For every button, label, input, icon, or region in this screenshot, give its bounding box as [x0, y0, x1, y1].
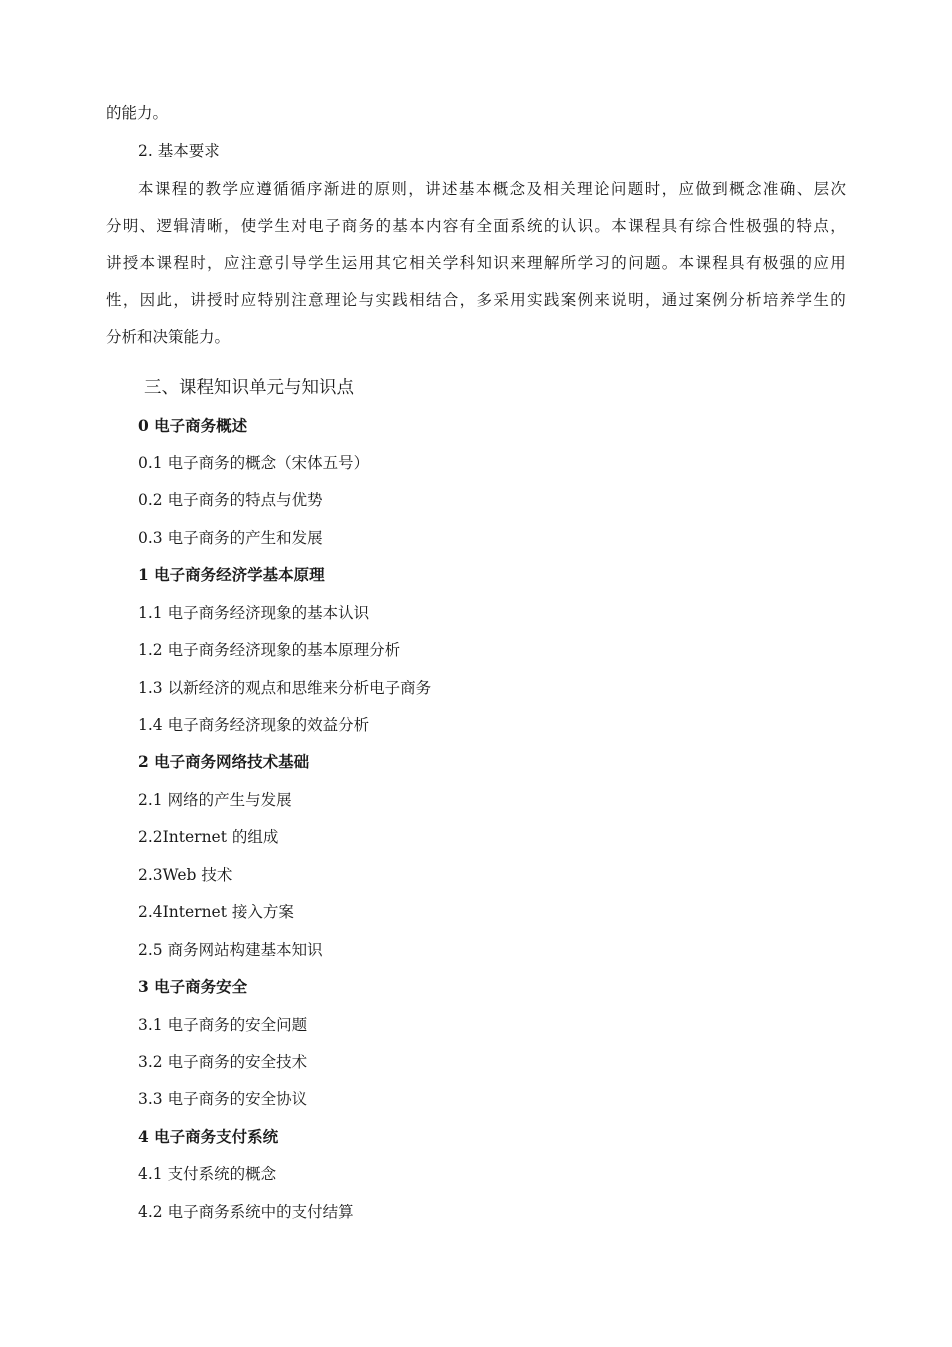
knowledge-item: 1.3 以新经济的观点和思维来分析电子商务: [138, 679, 432, 697]
knowledge-item: 4.2 电子商务系统中的支付结算: [138, 1203, 354, 1221]
knowledge-item: 2.3Web 技术: [138, 866, 233, 884]
knowledge-item: 2.5 商务网站构建基本知识: [138, 941, 323, 959]
requirements-paragraph-line-5: 分析和决策能力。: [106, 328, 231, 346]
knowledge-item: 2.2Internet 的组成: [138, 828, 279, 846]
unit-title: 0 电子商务概述: [138, 416, 248, 435]
knowledge-item: 2.1 网络的产生与发展: [138, 791, 292, 809]
knowledge-item: 1.4 电子商务经济现象的效益分析: [138, 716, 370, 734]
unit-title: 2 电子商务网络技术基础: [138, 752, 310, 771]
knowledge-item: 0.1 电子商务的概念（宋体五号）: [138, 454, 370, 472]
unit-title: 3 电子商务安全: [138, 977, 248, 996]
requirements-paragraph-line-1: 本课程的教学应遵循循序渐进的原则，讲述基本概念及相关理论问题时，应做到概念准确、层次: [138, 180, 846, 198]
knowledge-item: 0.3 电子商务的产生和发展: [138, 529, 323, 547]
knowledge-item: 1.2 电子商务经济现象的基本原理分析: [138, 641, 401, 659]
knowledge-item: 1.1 电子商务经济现象的基本认识: [138, 604, 370, 622]
intro-tail-text: 的能力。: [106, 104, 169, 122]
unit-title: 4 电子商务支付系统: [138, 1127, 279, 1146]
knowledge-item: 3.2 电子商务的安全技术: [138, 1053, 308, 1071]
unit-title: 1 电子商务经济学基本原理: [138, 565, 325, 584]
section-heading: 三、课程知识单元与知识点: [144, 378, 354, 398]
knowledge-item: 0.2 电子商务的特点与优势: [138, 491, 323, 509]
requirements-paragraph-line-4: 性，因此，讲授时应特别注意理论与实践相结合，多采用实践案例来说明，通过案例分析培养学生的: [106, 291, 846, 309]
requirements-paragraph-line-2: 分明、逻辑清晰，使学生对电子商务的基本内容有全面系统的认识。本课程具有综合性极强的特点，: [106, 217, 846, 235]
knowledge-item: 3.3 电子商务的安全协议: [138, 1090, 308, 1108]
requirements-title: 2. 基本要求: [138, 142, 220, 160]
requirements-paragraph-line-3: 讲授本课程时，应注意引导学生运用其它相关学科知识来理解所学习的问题。本课程具有极强的应用: [106, 254, 846, 272]
knowledge-item: 3.1 电子商务的安全问题: [138, 1016, 308, 1034]
knowledge-item: 2.4Internet 接入方案: [138, 903, 294, 921]
knowledge-item: 4.1 支付系统的概念: [138, 1165, 277, 1183]
